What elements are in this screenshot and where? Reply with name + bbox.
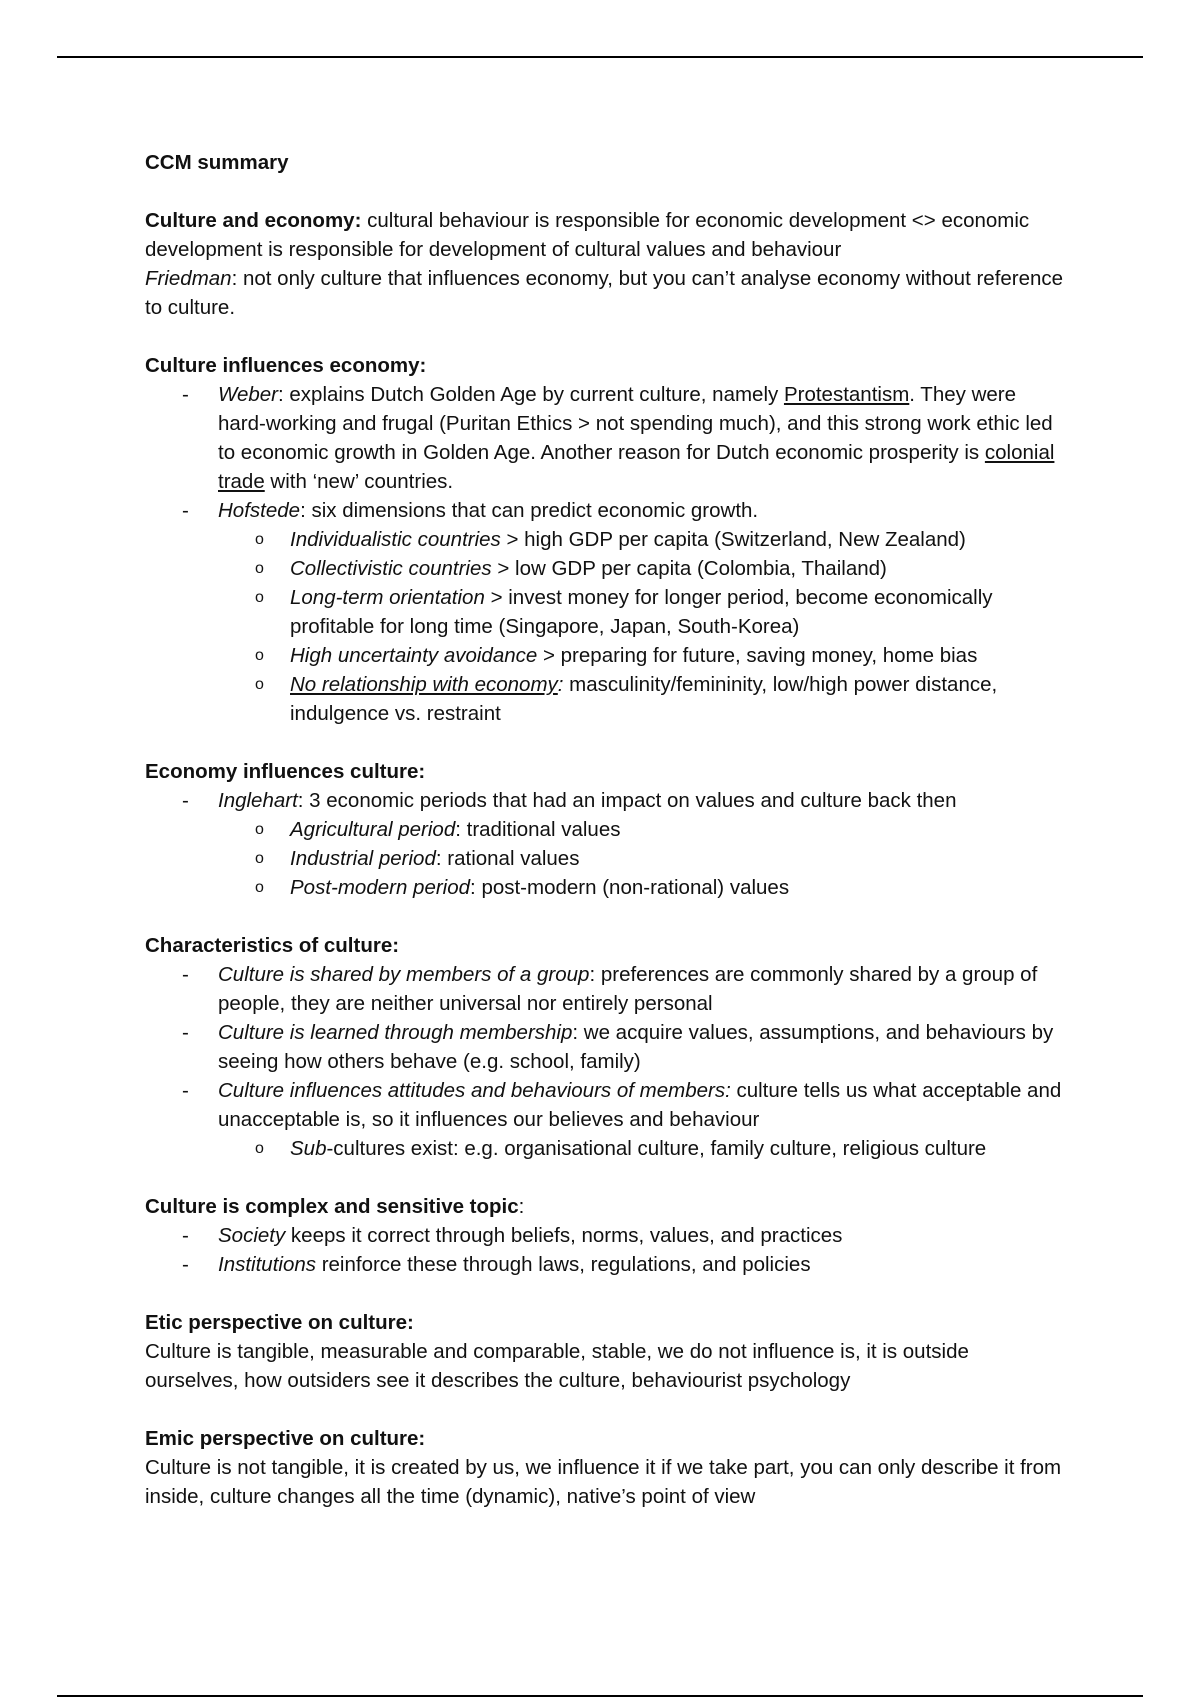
section-characteristics-of-culture	[145, 931, 1065, 1163]
paragraph	[145, 206, 1065, 264]
circle-bullet: o	[255, 647, 264, 664]
term: Weber	[218, 383, 279, 406]
item-text: : we acquire values, assumptions, and behaviours by seeing how others behave (e.g. school, family)	[218, 1021, 1054, 1073]
circle-bullet: o	[255, 879, 264, 896]
item-text: with ‘new’ countries.	[264, 470, 454, 493]
item-text: > invest money for longer period, become economically profitable for long time (Singapore, Japan, South-Korea)	[290, 586, 993, 638]
item-text: > low GDP per capita (Colombia, Thailand)	[491, 557, 887, 580]
paragraph-text: Culture is not tangible, it is created by us, we influence it if we take part, you can only describe it from inside, culture changes all the time (dynamic), native’s point of view	[145, 1456, 1062, 1508]
dash-bullet: -	[182, 1079, 189, 1102]
term: Institutions	[218, 1253, 316, 1276]
section-economy-influences-culture	[145, 757, 1065, 902]
list-item	[145, 960, 1065, 1018]
dash-bullet: -	[182, 1253, 189, 1276]
term: Collectivistic countries	[290, 557, 492, 580]
term: Long-term orientation	[290, 586, 485, 609]
dash-bullet: -	[182, 499, 189, 522]
section-emic-perspective	[145, 1424, 1065, 1511]
term-suffix: :	[557, 673, 564, 696]
item-text: reinforce these through laws, regulations, and policies	[316, 1253, 811, 1276]
item-text: . They were hard-working and frugal (Puritan Ethics > not spending much), and this strong work ethic led to economic growth in Golden Age. Another reason for Dutch economic prosperity is	[218, 383, 1053, 464]
circle-bullet: o	[255, 589, 264, 606]
section-heading: Culture is complex and sensitive topic	[145, 1195, 519, 1218]
footer-rule	[57, 1695, 1143, 1697]
term: High uncertainty avoidance	[290, 644, 538, 667]
item-text: : post-modern (non-rational) values	[470, 876, 790, 899]
paragraph-text: cultural behaviour is responsible for economic development <> economic development is responsible for development of cultural values and behaviour	[145, 209, 1030, 261]
sub-list-item	[145, 525, 1065, 554]
term: Culture influences attitudes and behaviours of members:	[218, 1079, 731, 1102]
section-culture-influences-economy	[145, 351, 1065, 728]
item-text: -cultures exist: e.g. organisational culture, family culture, religious culture	[326, 1137, 987, 1160]
circle-bullet: o	[255, 676, 264, 693]
circle-bullet: o	[255, 821, 264, 838]
term: Culture is shared by members of a group	[218, 963, 590, 986]
term: Agricultural period	[290, 818, 456, 841]
underlined-term: colonial trade	[218, 441, 1055, 493]
item-text: : explains Dutch Golden Age by current culture, namely	[278, 383, 784, 406]
paragraph-text: Culture is tangible, measurable and comparable, stable, we do not influence is, it is outside ourselves, how outsiders see it describes the culture, behaviourist psychology	[145, 1340, 969, 1392]
heading-suffix: :	[518, 1195, 525, 1218]
underlined-term: No relationship with economy	[290, 673, 558, 696]
item-text: masculinity/femininity, low/high power distance, indulgence vs. restraint	[290, 673, 998, 725]
item-text: culture tells us what acceptable and unacceptable is, so it influences our believes and behaviour	[218, 1079, 1062, 1131]
section-heading: Culture influences economy:	[145, 354, 427, 377]
section-heading: Economy influences culture:	[145, 760, 426, 783]
item-text: : six dimensions that can predict economic growth.	[300, 499, 759, 522]
item-text: > preparing for future, saving money, home bias	[537, 644, 978, 667]
dash-bullet: -	[182, 383, 189, 406]
item-text: > high GDP per capita (Switzerland, New Zealand)	[500, 528, 966, 551]
section-culture-and-economy	[145, 206, 1065, 322]
circle-bullet: o	[255, 850, 264, 867]
document-page	[145, 148, 1065, 1511]
dash-bullet: -	[182, 1224, 189, 1247]
underlined-term: Protestantism	[783, 383, 910, 406]
dash-bullet: -	[182, 789, 189, 812]
circle-bullet: o	[255, 1140, 264, 1157]
section-heading: Etic perspective on culture:	[145, 1311, 414, 1334]
section-etic-perspective	[145, 1308, 1065, 1395]
sub-list-item	[145, 583, 1065, 641]
sub-list-item	[145, 670, 1065, 728]
section-heading-line	[145, 1192, 1065, 1221]
dash-bullet: -	[182, 963, 189, 986]
list-item	[145, 380, 1065, 496]
sub-list-item	[145, 554, 1065, 583]
term: Post-modern period	[290, 876, 471, 899]
section-heading: Culture and economy:	[145, 209, 362, 232]
term: Sub	[290, 1137, 327, 1160]
sub-list-item	[145, 815, 1065, 844]
term: Society	[218, 1224, 286, 1247]
term: Culture is learned through membership	[218, 1021, 573, 1044]
list-item	[145, 1250, 1065, 1279]
sub-list-item	[145, 873, 1065, 902]
term: Industrial period	[290, 847, 436, 870]
term: Hofstede	[218, 499, 301, 522]
paragraph-text: : not only culture that influences economy, but you can’t analyse economy without reference to culture.	[145, 267, 1064, 319]
item-text: : preferences are commonly shared by a group of people, they are neither universal nor entirely personal	[218, 963, 1038, 1015]
list-item	[145, 1221, 1065, 1250]
circle-bullet: o	[255, 531, 264, 548]
header-rule	[57, 56, 1143, 58]
item-text: : rational values	[435, 847, 580, 870]
item-text: : 3 economic periods that had an impact on values and culture back then	[297, 789, 957, 812]
circle-bullet: o	[255, 560, 264, 577]
list-item	[145, 786, 1065, 815]
paragraph	[145, 264, 1065, 322]
section-heading: Emic perspective on culture:	[145, 1427, 426, 1450]
term: Friedman	[145, 267, 232, 290]
list-item	[145, 1076, 1065, 1134]
item-text: keeps it correct through beliefs, norms, values, and practices	[285, 1224, 843, 1247]
sub-list-item	[145, 844, 1065, 873]
term: Inglehart	[218, 789, 298, 812]
section-culture-complex	[145, 1192, 1065, 1279]
item-text: : traditional values	[455, 818, 621, 841]
list-item	[145, 496, 1065, 525]
list-item	[145, 1018, 1065, 1076]
sub-list-item	[145, 1134, 1065, 1163]
dash-bullet: -	[182, 1021, 189, 1044]
sub-list-item	[145, 641, 1065, 670]
document-title: CCM summary	[145, 151, 289, 174]
section-heading: Characteristics of culture:	[145, 934, 400, 957]
term: Individualistic countries	[290, 528, 501, 551]
